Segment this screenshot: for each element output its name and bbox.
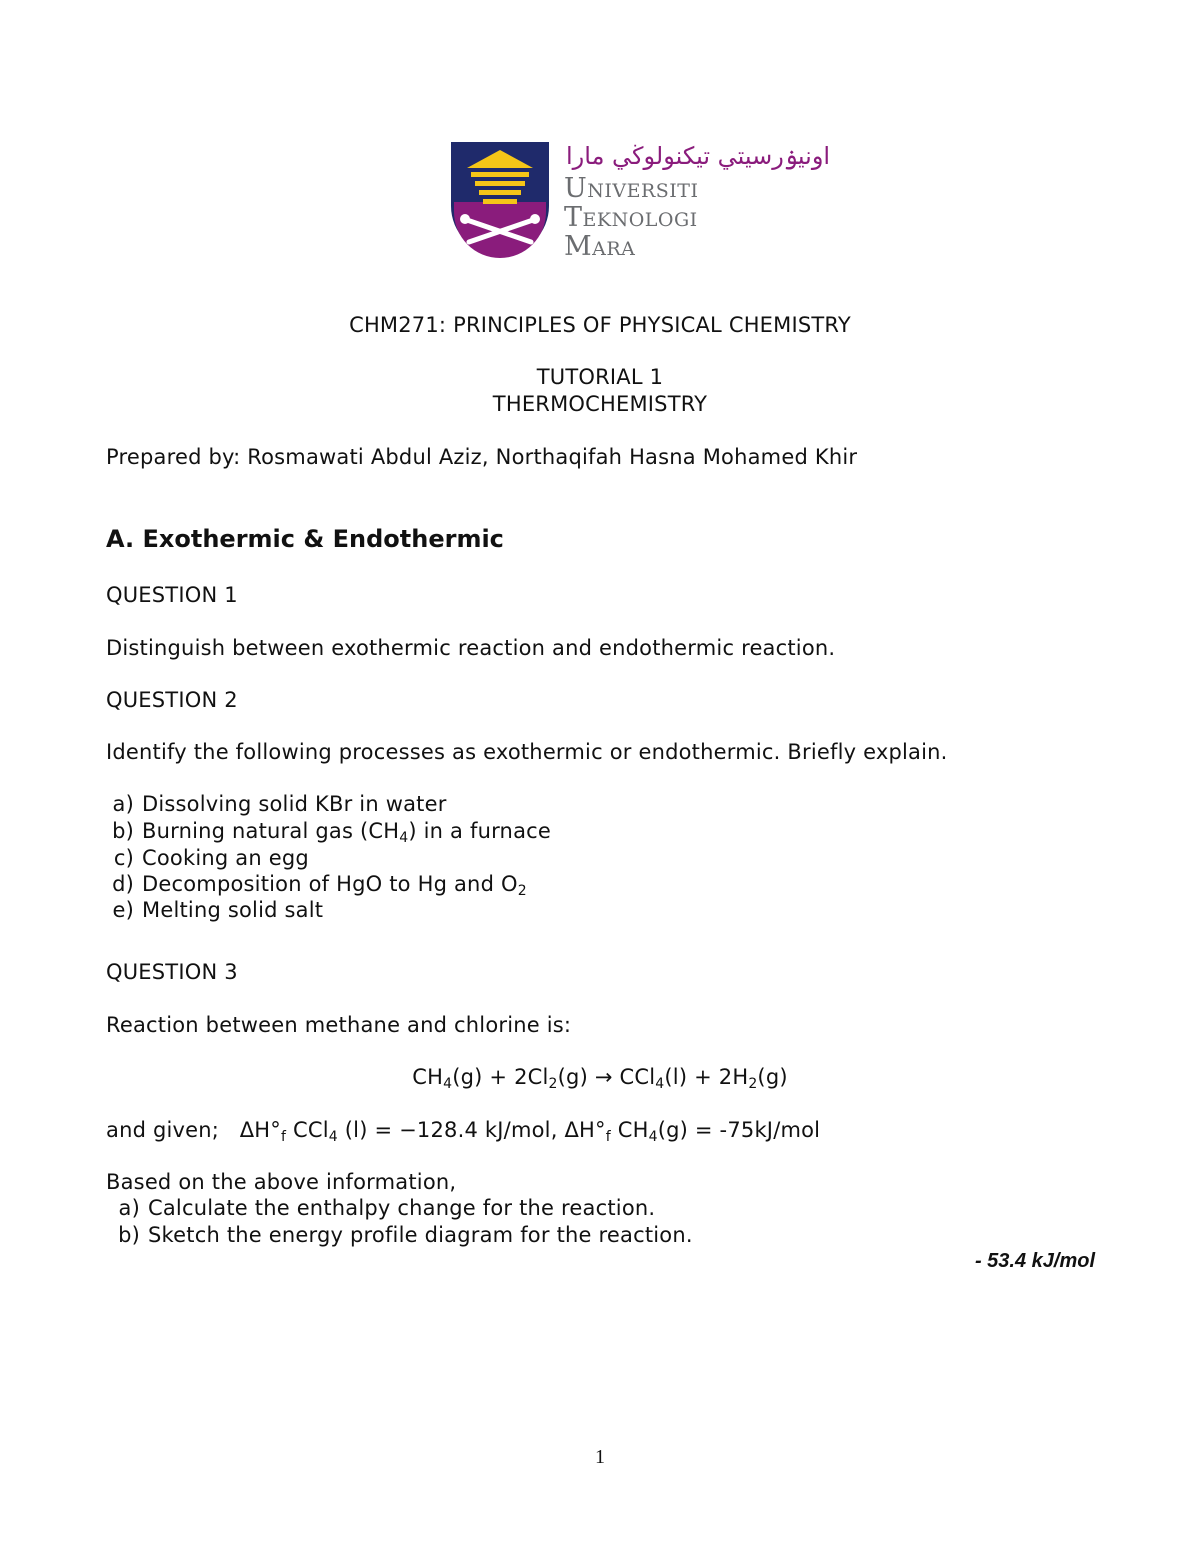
question-3-intro: Reaction between methane and chlorine is: — [106, 1013, 572, 1037]
list-item-text: Burning natural gas (CH — [142, 819, 400, 843]
list-item-text: Decomposition of HgO to Hg and O — [142, 872, 518, 896]
question-1-label: QUESTION 1 — [106, 583, 238, 607]
section-a-title: A. Exothermic & Endothermic — [106, 525, 504, 553]
list-item-text: Dissolving solid KBr in water — [142, 792, 447, 816]
question-3-part-b — [106, 1223, 693, 1247]
list-item-text: Melting solid salt — [142, 898, 324, 922]
course-title: CHM271: PRINCIPLES OF PHYSICAL CHEMISTRY — [349, 313, 851, 337]
list-marker: a) — [118, 1196, 140, 1220]
question-2-item-e — [100, 898, 323, 922]
list-marker: a) — [112, 792, 134, 816]
reaction-equation: $CH_4(g) + 2Cl_2(g) \to CCl_4(l) + 2H_2(g)$ — [412, 1065, 788, 1092]
list-marker: b) — [112, 819, 134, 843]
question-2-item-d — [100, 872, 527, 899]
page-number: 1 — [595, 1446, 605, 1468]
prepared-by: Prepared by: Rosmawati Abdul Aziz, Northaqifah Hasna Mohamed Khir — [106, 445, 858, 469]
question-2-item-a — [100, 792, 447, 816]
list-marker: c) — [113, 846, 134, 870]
tutorial-topic: THERMOCHEMISTRY — [492, 392, 708, 416]
answer-value: - 53.4 kJ/mol — [974, 1250, 1095, 1272]
question-2-item-c — [100, 846, 309, 870]
question-2-item-b — [100, 819, 552, 846]
question-1-text: Distinguish between exothermic reaction and endothermic reaction. — [106, 636, 836, 660]
question-2-text: Identify the following processes as exothermic or endothermic. Briefly explain. — [106, 740, 948, 764]
logo-wordmark-line-3: Mara — [564, 231, 636, 262]
subscript: 4 — [399, 830, 409, 846]
list-marker: b) — [118, 1223, 140, 1247]
list-marker: d) — [112, 872, 134, 896]
uitm-crest-icon — [451, 142, 549, 264]
list-item-text: Sketch the energy profile diagram for the reaction. — [148, 1223, 693, 1247]
question-2-label: QUESTION 2 — [106, 688, 238, 712]
list-item-text: ) in a furnace — [408, 819, 552, 843]
question-3-label: QUESTION 3 — [106, 960, 238, 984]
tutorial-number: TUTORIAL 1 — [536, 365, 664, 389]
list-marker: e) — [112, 898, 134, 922]
based-on-info: Based on the above information, — [106, 1170, 457, 1194]
logo-wordmark-line-1: Universiti — [564, 173, 699, 204]
list-item-text: Calculate the enthalpy change for the reaction. — [148, 1196, 656, 1220]
subscript: 2 — [517, 883, 527, 899]
list-item-text: Cooking an egg — [142, 846, 309, 870]
logo-wordmark-line-2: Teknologi — [564, 202, 698, 233]
logo-jawi-text: اونيۏرسيتي تيكنولوڬي مارا — [566, 142, 831, 170]
given-data: and given; $\Delta H^\circ_f$ CCl$_4$ (l) = −128.4 kJ/mol, $\Delta H^\circ_f$ $CH_4(g) = -75kJ/mol$ — [106, 1118, 821, 1145]
question-3-part-a — [106, 1196, 655, 1220]
logo-wordmark — [564, 174, 698, 261]
